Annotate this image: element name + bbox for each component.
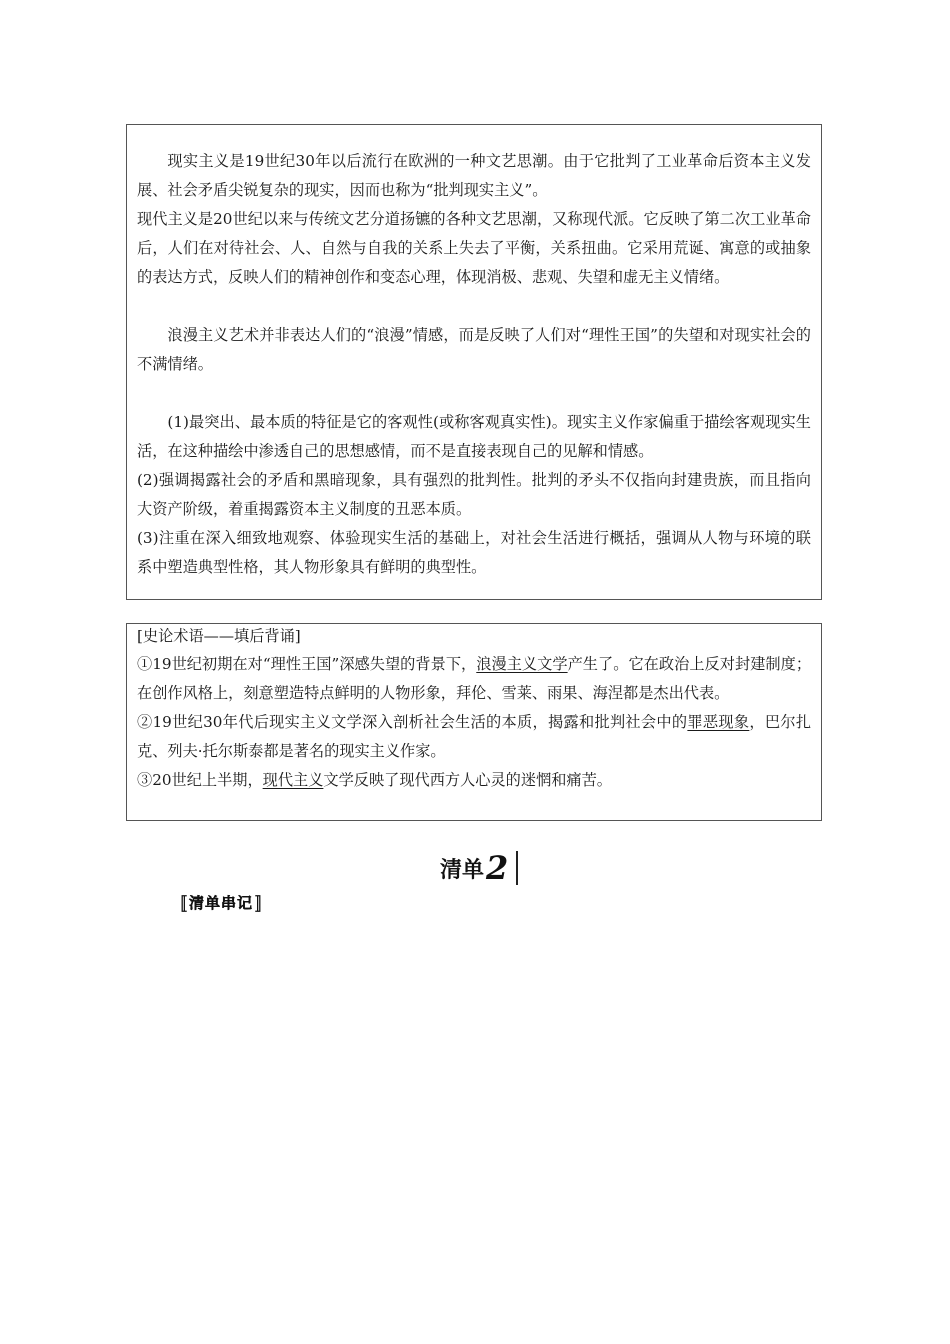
terminology-item-3: ③20世纪上半期，现代主义文学反映了现代西方人心灵的迷惘和痛苦。 (137, 771, 612, 789)
realism-feature-2: (2)强调揭露社会的矛盾和黑暗现象，具有强烈的批判性。批判的矛头不仅指向封建贵族，而且指向大资产阶级，着重揭露资本主义制度的丑恶本质。 (137, 471, 811, 518)
section-title-text: 清单 (440, 857, 485, 883)
terminology-heading: [史论术语——填后背诵] (137, 627, 301, 645)
term-romantic-literature: 浪漫主义文学 (476, 655, 568, 673)
terminology-item-1: ①19世纪初期在对“理性王国”深感失望的背景下，浪漫主义文学产生了。它在政治上反对封建制度；在创作风格上，刻意塑造特点鲜明的人物形象，拜伦、雪莱、雨果、海涅都是杰出代表。 (137, 655, 812, 702)
section-title-divider (516, 851, 518, 885)
modernism-paragraph: 现代主义是20世纪以来与传统文艺分道扬镳的各种文艺思潮，又称现代派。它反映了第二次工业革命后，人们在对待社会、人、自然与自我的关系上失去了平衡，关系扭曲。它采用荒诞、寓意的或抽象的表达方式，反映人们的精神创作和变态心理，体现消极、悲观、失望和虚无主义情绪。 (137, 210, 811, 286)
concept-explanation-box (126, 124, 822, 600)
section-title-number: 2 (486, 849, 509, 887)
romanticism-paragraph: 浪漫主义艺术并非表达人们的“浪漫”情感，而是反映了人们对“理性王国”的失望和对现实社会的不满情绪。 (137, 326, 811, 373)
section-subheading (170, 890, 272, 915)
terminology-box (126, 623, 822, 821)
realism-feature-1: (1)最突出、最本质的特征是它的客观性(或称客观真实性)。现实主义作家偏重于描绘客观现实生活，在这种描绘中渗透自己的思想感情，而不是直接表现自己的见解和情感。 (137, 413, 811, 460)
terminology-item-2: ②19世纪30年代后现实主义文学深入剖析社会生活的本质，揭露和批判社会中的罪恶现象，巴尔扎克、列夫·托尔斯泰都是著名的现实主义作家。 (137, 713, 812, 760)
realism-feature-3: (3)注重在深入细致地观察、体验现实生活的基础上，对社会生活进行概括，强调从人物与环境的联系中塑造典型性格，其人物形象具有鲜明的典型性。 (137, 529, 811, 576)
term-modernism: 现代主义 (262, 771, 324, 789)
term-evil-phenomena: 罪恶现象 (687, 713, 750, 731)
subheading-close-bracket: 〛 (255, 895, 273, 915)
realism-paragraph: 现实主义是19世纪30年以后流行在欧洲的一种文艺思潮。由于它批判了工业革命后资本主义发展、社会矛盾尖锐复杂的现实，因而也称为“批判现实主义”。 (137, 152, 811, 199)
subheading-open-bracket: 〚 (170, 895, 187, 915)
section-title (440, 848, 518, 888)
subheading-label: 清单串记 (189, 894, 254, 912)
